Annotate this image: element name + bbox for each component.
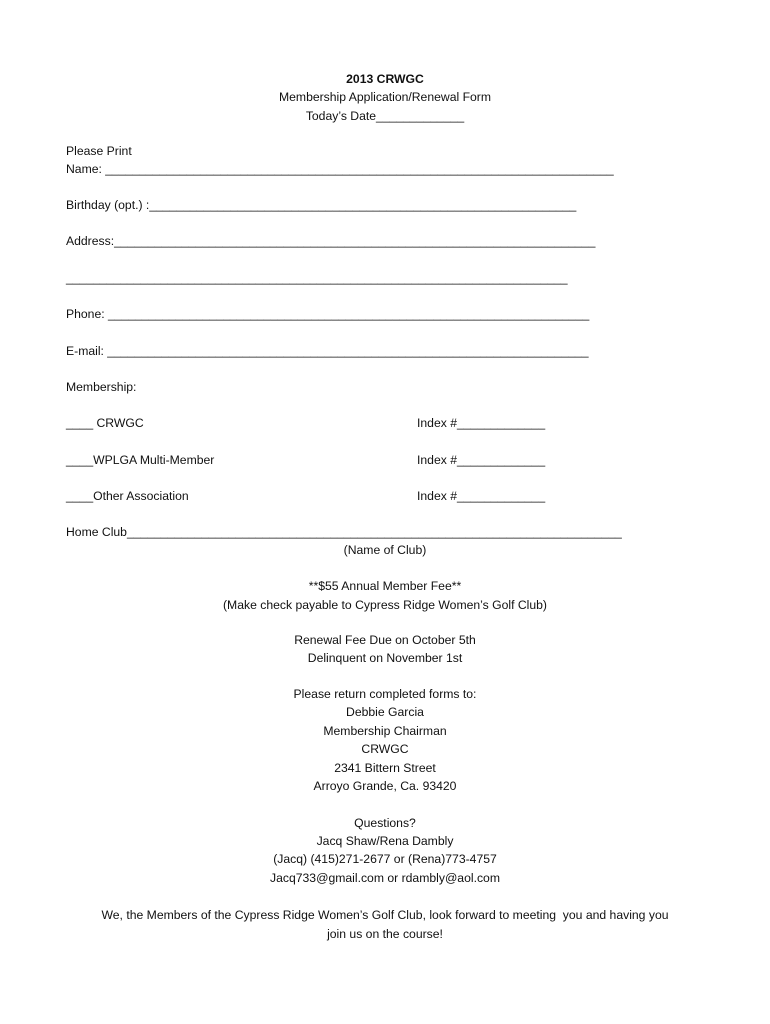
please-print-label: Please Print [66,144,132,158]
home-club-caption: (Name of Club) [343,543,427,557]
address-line-2-field[interactable]: __________________________________________________________________________ [66,271,568,285]
renewal-due: Renewal Fee Due on October 5th [294,633,476,647]
check-payable-note: (Make check payable to Cypress Ridge Women’s Golf Club) [222,598,547,612]
index-number-field[interactable]: Index #_____________ [417,489,546,503]
phone-field[interactable]: Phone: _______________________________________________________________________ [66,307,590,321]
contact-emails: Jacq733@gmail.com or rdambly@aol.com [270,871,500,885]
form-title: 2013 CRWGC [346,72,424,86]
annual-fee: **$55 Annual Member Fee** [308,579,462,593]
form-subtitle: Membership Application/Renewal Form [278,90,492,104]
return-city: Arroyo Grande, Ca. 93420 [313,779,457,793]
index-number-field[interactable]: Index #_____________ [417,453,546,467]
address-field[interactable]: Address:_______________________________________________________________________ [66,234,596,248]
contact-phones: (Jacq) (415)271-2677 or (Rena)773-4757 [273,852,497,866]
membership-option-crwgc[interactable]: ____ CRWGC [66,416,144,430]
return-org: CRWGC [361,742,409,756]
return-title: Membership Chairman [323,724,447,738]
index-number-field[interactable]: Index #_____________ [417,416,546,430]
closing-line-1: We, the Members of the Cypress Ridge Women’s Golf Club, look forward to meeting you and having you [101,908,669,922]
membership-option-wplga[interactable]: ____WPLGA Multi-Member [66,453,215,467]
return-street: 2341 Bittern Street [334,761,436,775]
todays-date-field[interactable]: Today’s Date_____________ [305,109,465,123]
name-field[interactable]: Name: ___________________________________________________________________________ [66,162,614,176]
delinquent-date: Delinquent on November 1st [307,651,463,665]
membership-label: Membership: [66,380,137,394]
return-heading: Please return completed forms to: [293,687,477,701]
closing-line-2: join us on the course! [327,927,443,941]
membership-option-other[interactable]: ____Other Association [66,489,189,503]
home-club-field[interactable]: Home Club_________________________________________________________________________ [66,525,622,539]
questions-heading: Questions? [354,816,416,830]
contact-names: Jacq Shaw/Rena Dambly [316,834,454,848]
birthday-field[interactable]: Birthday (opt.) :_______________________________________________________________ [66,198,577,212]
return-name: Debbie Garcia [346,705,424,719]
email-field[interactable]: E-mail: _______________________________________________________________________ [66,344,589,358]
